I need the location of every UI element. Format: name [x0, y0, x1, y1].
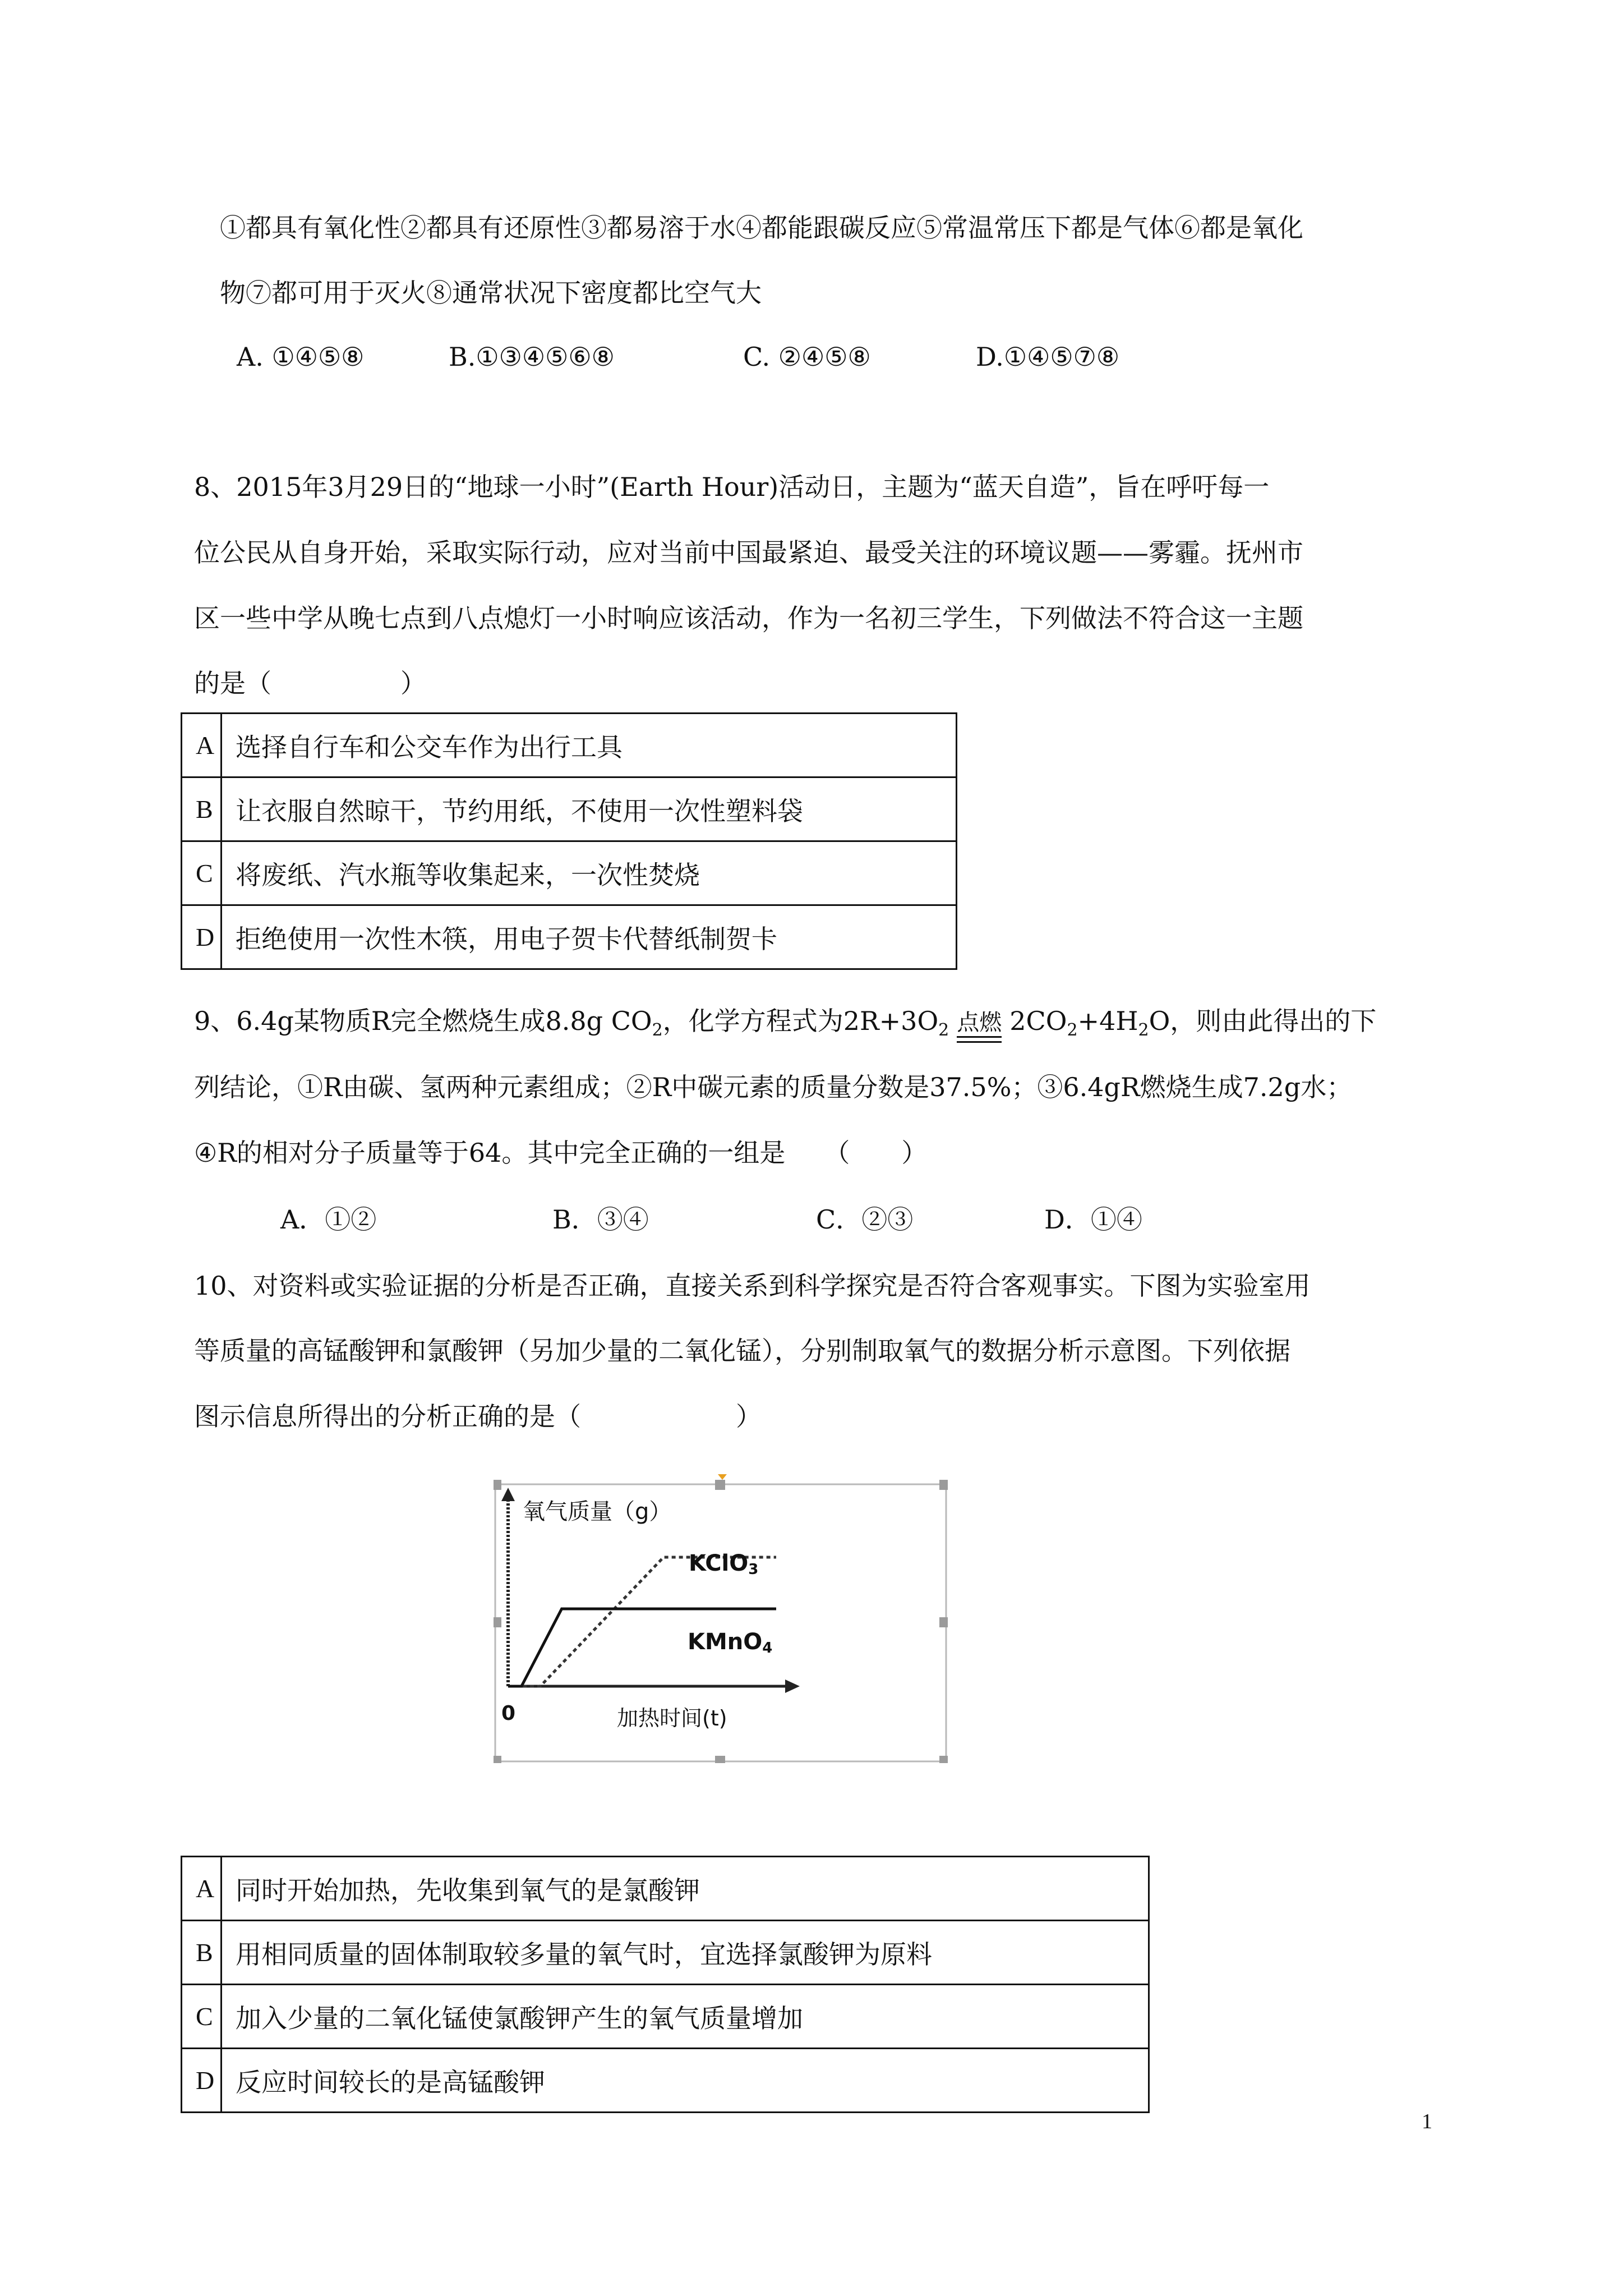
- q7-line-1: ①都具有氧化性②都具有还原性③都易溶于水④都能跟碳反应⑤常温常压下都是气体⑥都是氧化: [220, 213, 1303, 243]
- option-key: D: [182, 2049, 222, 2113]
- series-label-kmno4-sub: 4: [762, 1640, 773, 1657]
- table-row: [182, 841, 957, 905]
- rotate-handle-icon[interactable]: [718, 1474, 727, 1480]
- q8-line-2: 位公民从自身开始，采取实际行动，应对当前中国最紧迫、最受关注的环境议题——雾霾。抚州市: [194, 537, 1303, 568]
- equation-arrow: [957, 1036, 1002, 1043]
- resize-handle-tr: [939, 1480, 948, 1490]
- q9-option-b: B．③④: [552, 1204, 649, 1235]
- q9-option-d: D．①④: [1044, 1204, 1142, 1235]
- q8-line-4: 的是（ ）: [194, 668, 426, 698]
- option-key: B: [182, 777, 222, 841]
- table-row: [182, 1921, 1149, 1985]
- condition-label: 点燃: [957, 1010, 1002, 1036]
- q9-sub-4: 2: [1138, 1020, 1149, 1040]
- q10-line-1: 10、对资料或实验证据的分析是否正确，直接关系到科学探究是否符合客观事实。下图为实验室用: [194, 1271, 1311, 1301]
- option-key: B: [182, 1921, 222, 1985]
- q9-text-b: ，化学方程式为2R+3O: [662, 1006, 939, 1036]
- q9-line-3: ④R的相对分子质量等于64。其中完全正确的一组是 （ ）: [194, 1138, 928, 1168]
- table-row: [182, 777, 957, 841]
- series-label-kclo3: [689, 1550, 758, 1578]
- q9-sub-3: 2: [1067, 1020, 1078, 1040]
- q9-line-1: [194, 1004, 1376, 1043]
- q9-sub-2: 2: [938, 1020, 949, 1040]
- q10-options-table: [181, 1856, 1150, 2113]
- series-label-kmno4-main: KMnO: [688, 1629, 763, 1655]
- resize-handle-t: [715, 1480, 725, 1490]
- q10-line-2: 等质量的高锰酸钾和氯酸钾（另加少量的二氧化锰），分别制取氧气的数据分析示意图。下列依据: [194, 1336, 1290, 1366]
- option-text: 将废纸、汽水瓶等收集起来，一次性焚烧: [222, 841, 957, 905]
- y-axis-arrow: [501, 1488, 515, 1501]
- series-label-kmno4: [688, 1629, 772, 1657]
- q7-option-a: A. ①④⑤⑧: [237, 342, 365, 372]
- option-key: A: [182, 714, 222, 777]
- option-key: A: [182, 1857, 222, 1921]
- table-row: [182, 1857, 1149, 1921]
- q10-line-3: 图示信息所得出的分析正确的是（ ）: [194, 1401, 762, 1432]
- option-key: D: [182, 905, 222, 969]
- q9-text-a: 9、6.4g某物质R完全燃烧生成8.8g CO: [194, 1006, 652, 1036]
- table-row: [182, 905, 957, 969]
- option-text: 同时开始加热，先收集到氧气的是氯酸钾: [222, 1857, 1149, 1921]
- q9-line-2: 列结论，①R由碳、氢两种元素组成；②R中碳元素的质量分数是37.5%；③6.4gR燃烧生成7.2g水；: [194, 1072, 1353, 1102]
- q7-line-2: 物⑦都可用于灭火⑧通常状况下密度都比空气大: [220, 278, 762, 308]
- page-number: 1: [1422, 2110, 1432, 2133]
- q8-options-table: [181, 712, 957, 970]
- q9-option-c: C．②③: [816, 1204, 914, 1235]
- series-label-kclo3-main: KClO: [689, 1550, 749, 1576]
- q7-option-d: D.①④⑤⑦⑧: [976, 342, 1120, 372]
- series-label-kclo3-sub: 3: [748, 1561, 759, 1578]
- option-key: C: [182, 1985, 222, 2049]
- resize-handle-b: [715, 1756, 725, 1763]
- q9-sub-1: 2: [652, 1020, 663, 1040]
- q9-text-c: 2CO: [1009, 1006, 1067, 1036]
- table-row: [182, 714, 957, 777]
- x-axis-arrow: [785, 1680, 800, 1693]
- resize-handle-l: [494, 1617, 501, 1627]
- x-axis-label: 加热时间(t): [617, 1706, 727, 1731]
- option-text: 用相同质量的固体制取较多量的氧气时，宜选择氯酸钾为原料: [222, 1921, 1149, 1985]
- q9-option-a: A．①②: [280, 1204, 377, 1235]
- option-text: 选择自行车和公交车作为出行工具: [222, 714, 957, 777]
- y-axis-label: 氧气质量（g）: [523, 1499, 672, 1525]
- q7-option-c: C. ②④⑤⑧: [743, 342, 871, 372]
- q7-option-b: B.①③④⑤⑥⑧: [449, 342, 615, 372]
- resize-handle-r: [939, 1617, 948, 1627]
- option-key: C: [182, 841, 222, 905]
- table-row: [182, 2049, 1149, 2113]
- option-text: 反应时间较长的是高锰酸钾: [222, 2049, 1149, 2113]
- origin-label: 0: [501, 1702, 516, 1725]
- q8-line-1: 8、2015年3月29日的“地球一小时”(Earth Hour)活动日，主题为“蓝天自造”，旨在呼吁每一: [194, 472, 1270, 502]
- resize-handle-bl: [494, 1756, 501, 1763]
- series-line-kclo3: [508, 1557, 776, 1686]
- option-text: 拒绝使用一次性木筷，用电子贺卡代替纸制贺卡: [222, 905, 957, 969]
- resize-handle-br: [939, 1756, 948, 1763]
- option-text: 加入少量的二氧化锰使氯酸钾产生的氧气质量增加: [222, 1985, 1149, 2049]
- option-text: 让衣服自然晾干，节约用纸，不使用一次性塑料袋: [222, 777, 957, 841]
- table-row: [182, 1985, 1149, 2049]
- reaction-condition: [957, 1011, 1002, 1043]
- q8-line-3: 区一些中学从晚七点到八点熄灯一小时响应该活动，作为一名初三学生，下列做法不符合这一主题: [194, 603, 1303, 633]
- q9-text-d: +4H: [1077, 1006, 1138, 1036]
- q9-text-e: O，则由此得出的下: [1149, 1006, 1377, 1036]
- oxygen-mass-chart: [494, 1474, 948, 1763]
- resize-handle-tl: [494, 1480, 501, 1490]
